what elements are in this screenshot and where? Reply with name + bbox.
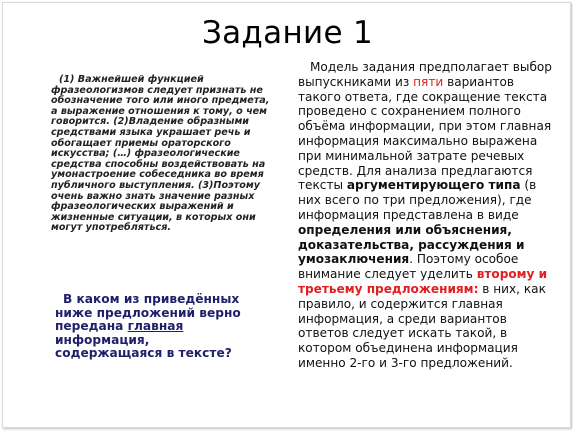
explanation-red-word: пяти xyxy=(413,74,444,89)
explanation-bold-forms: определения или объяснения, доказательства, рассуждения и умозаключения xyxy=(298,222,525,267)
explanation-part-5: в них, как правило, и содержится главная информация, а среди вариантов ответов следует искать такой, в котором объединена информация именно 2-го и 3-го предложений. xyxy=(298,281,546,370)
explanation-part-2: вариантов такого ответа, где сокращение текста проведено с сохранением полного объёма информации, при этом главная информация максимально выражена при минимальной затрате речевых средств. Для анализа предлагаются тексты xyxy=(298,74,552,193)
slide xyxy=(2,2,571,428)
task-question xyxy=(55,293,255,361)
slide-title: Задание 1 xyxy=(201,15,374,51)
explanation-part-4: . Поэтому особое внимание следует уделить xyxy=(298,252,519,282)
explanation-part-1: Модель задания предполагает выбор выпускниками из xyxy=(298,60,552,89)
question-underlined-word: главная xyxy=(127,319,184,334)
source-text-body: (1) Важнейшей функцией фразеологизмов следует признать не обозначение того или иного предмета, а выражение отношения к тому, о чем говорится. (2)Владение образными средствами языка украшает речь и обогащает приемы ораторского искусства; (…) фразеологические средства способны воздействовать на умонастроение собеседника во время публичного выступления. (3)Поэтому очень важно знать значение разных фразеологических выражений и жизненные ситуации, в которых они могут употребляться. xyxy=(51,74,270,234)
explanation-part-3: (в них всего по три предложения), где информация представлена в виде xyxy=(298,178,537,222)
question-part-1: В каком из приведённых ниже предложений верно передана xyxy=(55,292,241,334)
explanation-red-bold-sentences: второму и третьему предложениям: xyxy=(298,267,548,296)
source-text xyxy=(51,75,273,234)
explanation-text xyxy=(298,60,560,371)
question-part-2: информация, содержащаяся в тексте? xyxy=(55,332,232,361)
explanation-bold-argument: аргументирующего типа xyxy=(346,178,521,193)
